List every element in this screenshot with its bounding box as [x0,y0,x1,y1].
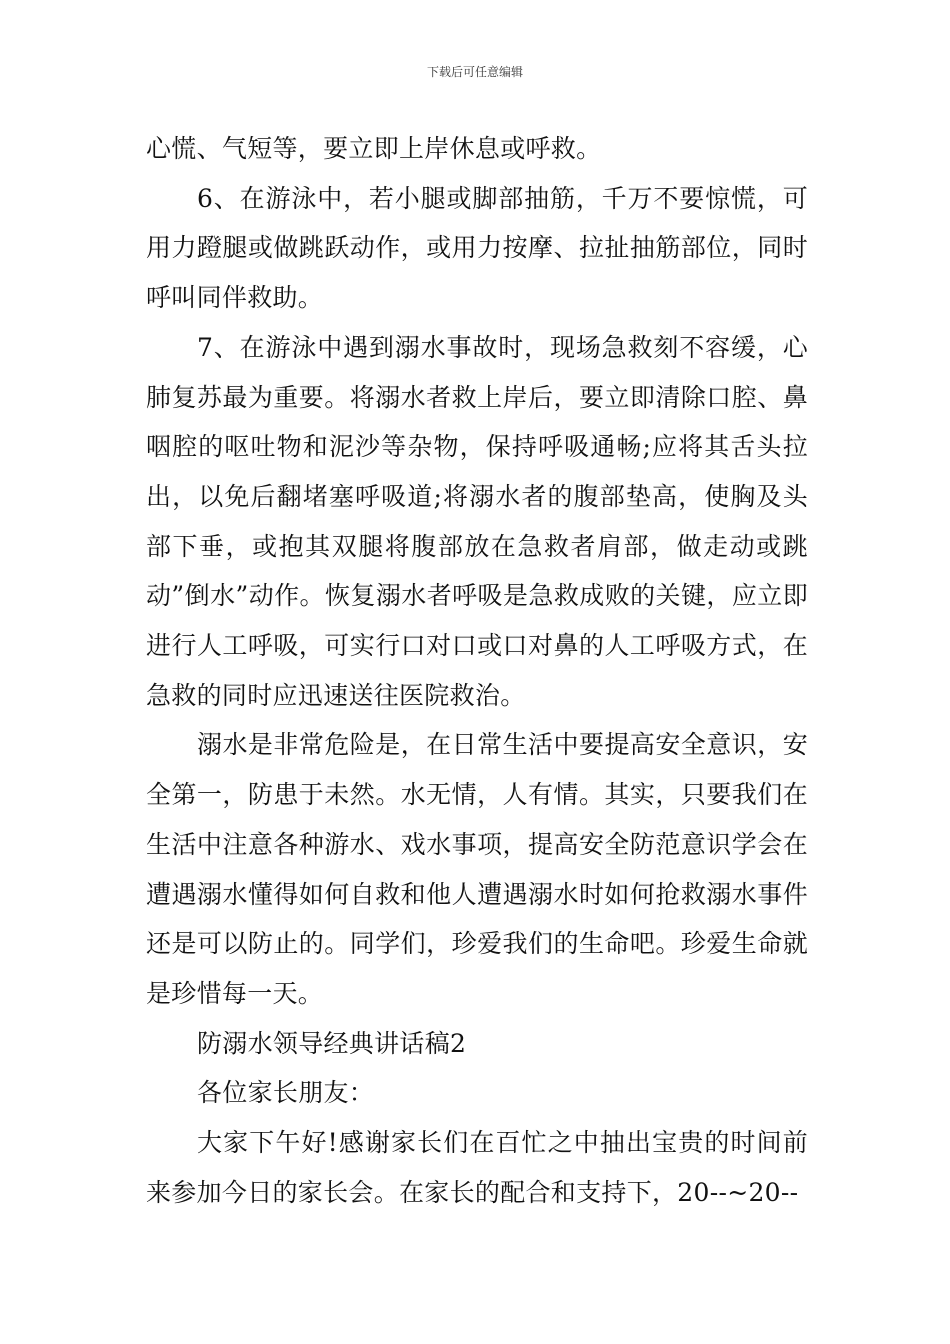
section-title: 防溺水领导经典讲话稿2 [197,1028,467,1058]
paragraph-item-6: 6、在游泳中，若小腿或脚部抽筋，千万不要惊慌，可用力蹬腿或做跳跃动作，或用力按摩、拉扯抽筋部位，同时呼叫同伴救助。 [146,183,808,313]
salutation: 各位家长朋友： [197,1078,375,1108]
document-body [146,124,808,1217]
paragraph-conclusion: 溺水是非常危险是，在日常生活中要提高安全意识，安全第一，防患于未然。水无情，人有情。其实，只要我们在生活中注意各种游水、戏水事项，提高安全防范意识学会在遭遇溺水懂得如何自救和他人遭遇溺水时如何抢救溺水事件还是可以防止的。同学们，珍爱我们的生命吧。珍爱生命就是珍惜每一天。 [146,730,808,1008]
paragraph-opening: 大家下午好!感谢家长们在百忙之中抽出宝贵的时间前来参加今日的家长会。在家长的配合和支持下，20--~20-- [146,1128,808,1207]
page-header: 下载后可任意编辑 [426,65,523,79]
paragraph-continuation: 心慌、气短等，要立即上岸休息或呼救。 [146,134,602,163]
paragraph-item-7: 7、在游泳中遇到溺水事故时，现场急救刻不容缓，心肺复苏最为重要。将溺水者救上岸后，要立即清除口腔、鼻咽腔的呕吐物和泥沙等杂物，保持呼吸通畅;应将其舌头拉出，以免后翻堵塞呼吸道;将溺水者的腹部垫高，使胸及头部下垂，或抱其双腿将腹部放在急救者肩部，做走动或跳动”倒水”动作。恢复溺水者呼吸是急救成败的关键，应立即进行人工呼吸，可实行口对口或口对鼻的人工呼吸方式，在急救的同时应迅速送往医院救治。 [146,332,808,710]
